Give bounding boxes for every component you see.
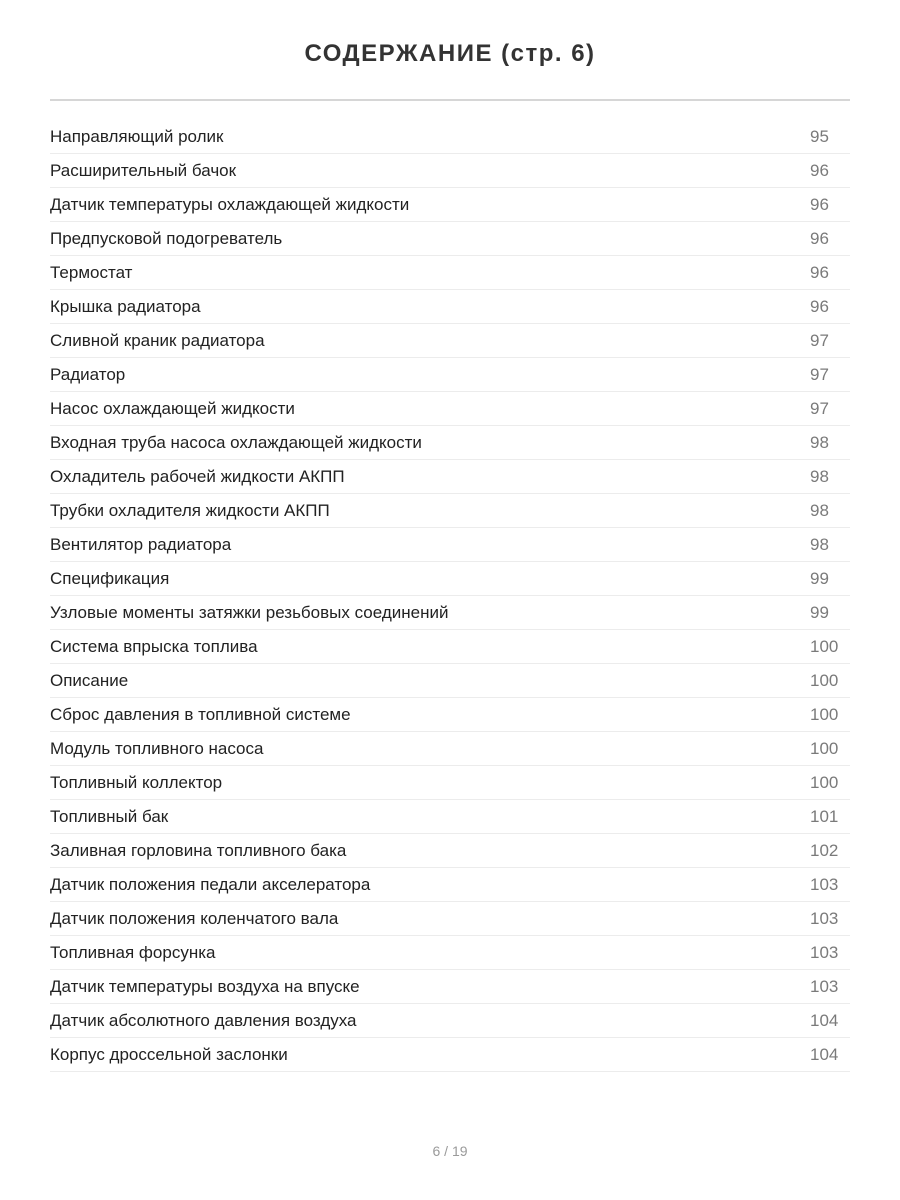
toc-entry-page-number: 100	[810, 636, 839, 656]
toc-entry-page-number: 97	[810, 364, 829, 384]
page-indicator: 6 / 19	[432, 1143, 468, 1159]
toc-entry[interactable]	[50, 766, 850, 800]
toc-entry[interactable]	[50, 664, 850, 698]
toc-entry-title: Насос охлаждающей жидкости	[50, 398, 295, 418]
toc-entry-title: Датчик положения педали акселератора	[50, 874, 371, 894]
toc-entry-page-number: 103	[810, 976, 839, 996]
toc-entry[interactable]	[50, 426, 850, 460]
toc-entry-page-number: 95	[810, 126, 829, 146]
toc-entry-title: Корпус дроссельной заслонки	[50, 1044, 288, 1064]
toc-entry[interactable]	[50, 868, 850, 902]
toc-entry-title: Предпусковой подогреватель	[50, 228, 283, 248]
toc-entry-title: Радиатор	[50, 364, 126, 384]
toc-entry[interactable]	[50, 154, 850, 188]
toc-entry-page-number: 100	[810, 772, 839, 792]
toc-entry[interactable]	[50, 1038, 850, 1072]
toc-entry-page-number: 98	[810, 466, 829, 486]
toc-entry[interactable]	[50, 902, 850, 936]
toc-entry-title: Крышка радиатора	[50, 296, 201, 316]
toc-entry-page-number: 98	[810, 432, 829, 452]
title-divider	[50, 99, 850, 101]
toc-entry-page-number: 96	[810, 160, 829, 180]
toc-entry-page-number: 104	[810, 1044, 839, 1064]
toc-entry-page-number: 98	[810, 500, 829, 520]
toc-entry[interactable]	[50, 698, 850, 732]
toc-entry-title: Термостат	[50, 262, 133, 282]
toc-entry-page-number: 96	[810, 228, 829, 248]
toc-entry-title: Охладитель рабочей жидкости АКПП	[50, 466, 345, 486]
toc-entry-page-number: 96	[810, 262, 829, 282]
toc-entry[interactable]	[50, 528, 850, 562]
toc-entry-page-number: 99	[810, 568, 829, 588]
toc-entry[interactable]	[50, 290, 850, 324]
toc-entry[interactable]	[50, 970, 850, 1004]
toc-entry[interactable]	[50, 834, 850, 868]
toc-entry[interactable]	[50, 256, 850, 290]
toc-entry-page-number: 103	[810, 874, 839, 894]
toc-entry[interactable]	[50, 392, 850, 426]
toc-entry-title: Расширительный бачок	[50, 160, 237, 180]
toc-entry[interactable]	[50, 936, 850, 970]
toc-entry[interactable]	[50, 460, 850, 494]
toc-entry-title: Входная труба насоса охлаждающей жидкости	[50, 432, 422, 452]
toc-entry-title: Вентилятор радиатора	[50, 534, 232, 554]
toc-entry-title: Топливный бак	[50, 806, 169, 826]
toc-entry[interactable]	[50, 324, 850, 358]
toc-list	[50, 120, 850, 1072]
toc-entry-title: Датчик абсолютного давления воздуха	[50, 1010, 357, 1030]
toc-entry-title: Заливная горловина топливного бака	[50, 840, 347, 860]
toc-entry-page-number: 97	[810, 330, 829, 350]
toc-entry-title: Сброс давления в топливной системе	[50, 704, 351, 724]
toc-entry-title: Топливная форсунка	[50, 942, 216, 962]
toc-entry-page-number: 102	[810, 840, 839, 860]
toc-entry[interactable]	[50, 732, 850, 766]
toc-entry-page-number: 96	[810, 194, 829, 214]
toc-entry-page-number: 96	[810, 296, 829, 316]
toc-entry-title: Трубки охладителя жидкости АКПП	[50, 500, 330, 520]
toc-entry-title: Спецификация	[50, 568, 170, 588]
toc-entry-title: Топливный коллектор	[50, 772, 223, 792]
toc-entry-page-number: 97	[810, 398, 829, 418]
toc-entry-page-number: 99	[810, 602, 829, 622]
toc-entry-page-number: 103	[810, 908, 839, 928]
toc-entry[interactable]	[50, 120, 850, 154]
toc-entry-title: Датчик положения коленчатого вала	[50, 908, 339, 928]
toc-entry[interactable]	[50, 596, 850, 630]
toc-entry[interactable]	[50, 494, 850, 528]
toc-entry-page-number: 100	[810, 704, 839, 724]
toc-entry-page-number: 104	[810, 1010, 839, 1030]
toc-entry-page-number: 103	[810, 942, 839, 962]
toc-entry-page-number: 98	[810, 534, 829, 554]
toc-entry[interactable]	[50, 800, 850, 834]
toc-entry[interactable]	[50, 562, 850, 596]
toc-entry[interactable]	[50, 1004, 850, 1038]
toc-entry[interactable]	[50, 630, 850, 664]
toc-entry-title: Описание	[50, 670, 129, 690]
toc-entry-title: Датчик температуры воздуха на впуске	[50, 976, 360, 996]
toc-entry[interactable]	[50, 188, 850, 222]
toc-entry-title: Система впрыска топлива	[50, 636, 258, 656]
toc-entry-title: Направляющий ролик	[50, 126, 224, 146]
toc-entry[interactable]	[50, 358, 850, 392]
toc-entry[interactable]	[50, 222, 850, 256]
toc-entry-title: Узловые моменты затяжки резьбовых соединений	[50, 602, 449, 622]
page-title: СОДЕРЖАНИЕ (стр. 6)	[304, 40, 596, 67]
toc-entry-title: Датчик температуры охлаждающей жидкости	[50, 194, 410, 214]
toc-entry-page-number: 101	[810, 806, 839, 826]
toc-entry-page-number: 100	[810, 670, 839, 690]
toc-entry-page-number: 100	[810, 738, 839, 758]
toc-entry-title: Сливной краник радиатора	[50, 330, 265, 350]
toc-entry-title: Модуль топливного насоса	[50, 738, 264, 758]
